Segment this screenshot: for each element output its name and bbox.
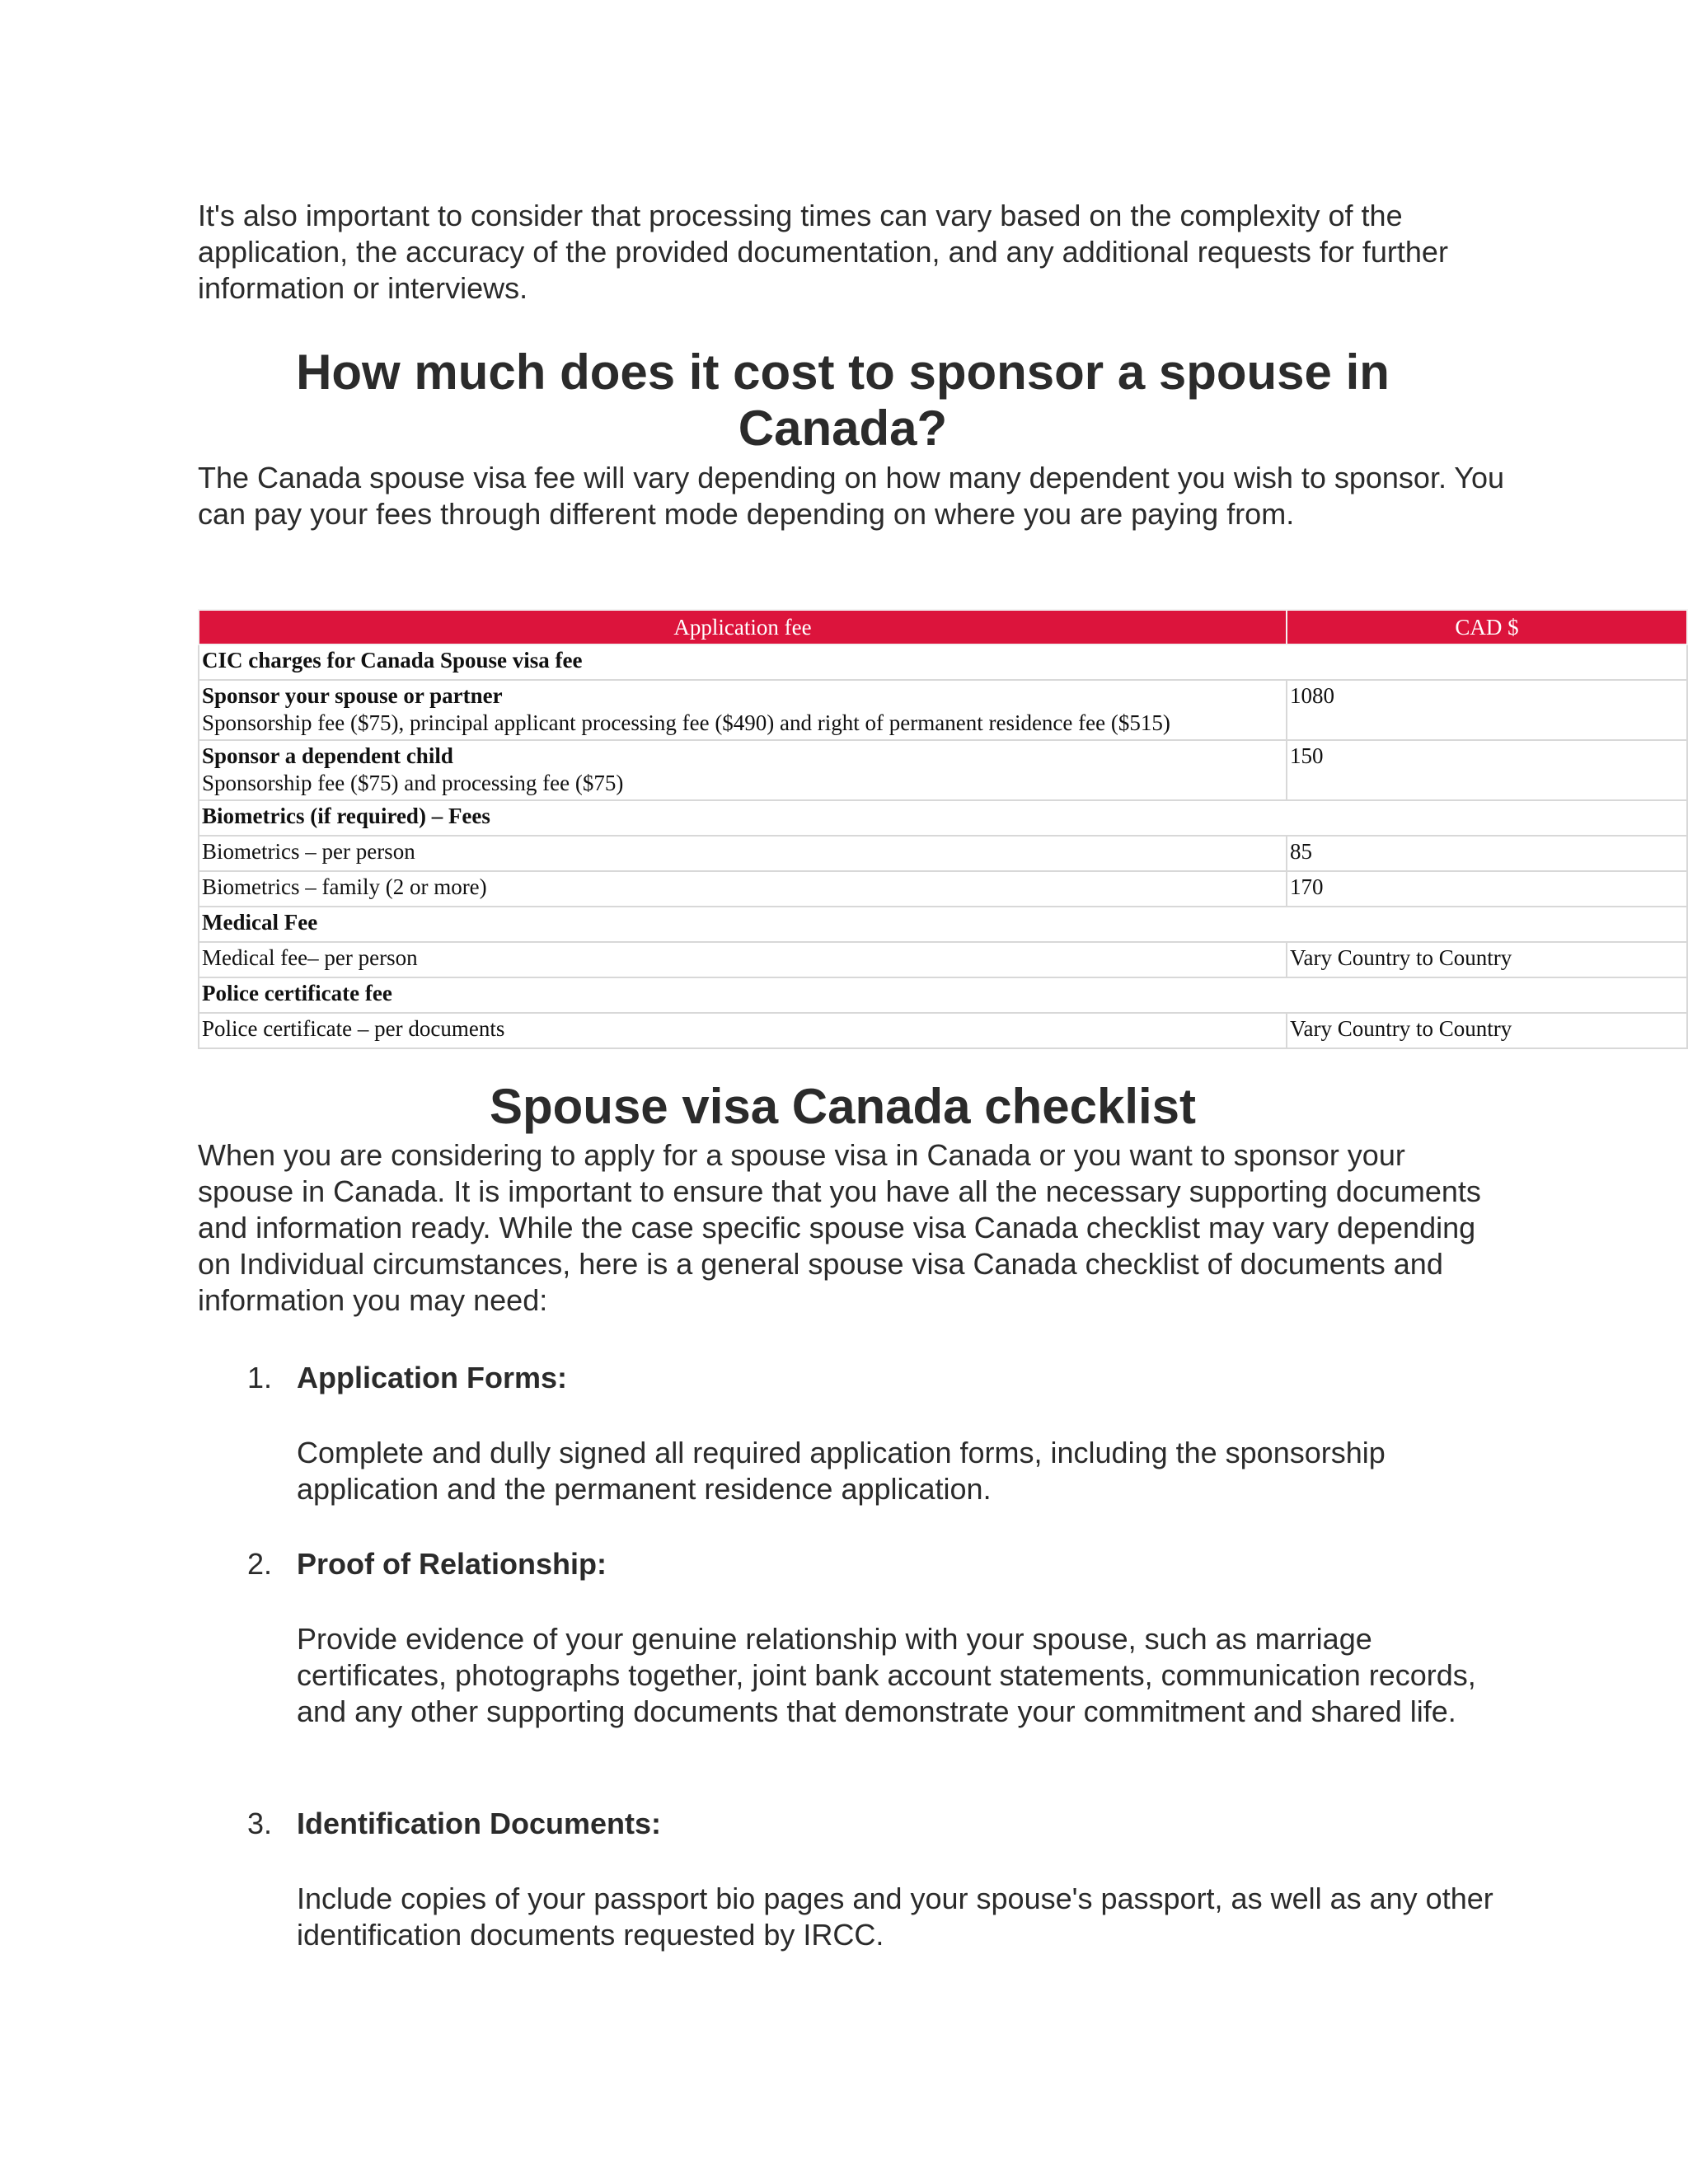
row-police-amount: Vary Country to Country xyxy=(1287,1013,1687,1048)
row-bio-person-amount: 85 xyxy=(1287,836,1687,871)
table-section-row xyxy=(199,907,1687,942)
row-spouse-amount: 1080 xyxy=(1287,680,1687,740)
list-item-title: Proof of Relationship: xyxy=(297,1547,607,1581)
section-cic-label: CIC charges for Canada Spouse visa fee xyxy=(202,648,583,673)
list-item-body: Include copies of your passport bio pages and your spouse's passport, as well as any other identification documents requested by IRCC. xyxy=(297,1882,1493,1952)
row-child-detail: Sponsorship fee ($75) and processing fee ($75) xyxy=(202,771,624,795)
table-section-row xyxy=(199,800,1687,836)
row-bio-person-label: Biometrics – per person xyxy=(199,836,1287,871)
row-child-amount: 150 xyxy=(1287,740,1687,800)
row-medical-label: Medical fee– per person xyxy=(199,942,1287,977)
cost-paragraph: The Canada spouse visa fee will vary depending on how many dependent you wish to sponsor. You can pay your fees through different mode depending on where you are paying from. xyxy=(198,461,1505,531)
table-row xyxy=(199,680,1687,740)
table-row xyxy=(199,740,1687,800)
row-spouse-title: Sponsor your spouse or partner xyxy=(202,683,503,708)
table-row xyxy=(199,1013,1687,1048)
header-cad: CAD $ xyxy=(1287,610,1687,644)
list-item-body: Complete and dully signed all required application forms, including the sponsorship application and the permanent residence application. xyxy=(297,1436,1386,1506)
list-item-title: Application Forms: xyxy=(297,1361,568,1394)
table-section-row xyxy=(199,977,1687,1013)
fee-table xyxy=(198,609,1688,1049)
list-item-number: 2. xyxy=(247,1547,273,1581)
list-item-number: 3. xyxy=(247,1807,273,1840)
section-police-label: Police certificate fee xyxy=(202,981,392,1005)
cost-heading: How much does it cost to sponsor a spouse in Canada? xyxy=(296,344,1390,456)
table-row xyxy=(199,942,1687,977)
list-item-number: 1. xyxy=(247,1361,273,1394)
checklist-heading: Spouse visa Canada checklist xyxy=(489,1079,1197,1134)
checklist-paragraph: When you are considering to apply for a spouse visa in Canada or you want to sponsor your spouse in Canada. It is important to ensure that you have all the necessary supporting documents and information ready. While the case specific spouse visa Canada checklist may vary depending on Individual circumstances, here is a general spouse visa Canada checklist of documents and information you may need: xyxy=(198,1138,1481,1317)
fee-table-header-row xyxy=(199,610,1687,644)
row-bio-family-label: Biometrics – family (2 or more) xyxy=(199,871,1287,907)
row-spouse-detail: Sponsorship fee ($75), principal applicant processing fee ($490) and right of permanent residence fee ($515) xyxy=(202,710,1170,735)
list-item-body: Provide evidence of your genuine relationship with your spouse, such as marriage certificates, photographs together, joint bank account statements, communication records, and any other supporting documents that demonstrate your commitment and shared life. xyxy=(297,1622,1476,1728)
table-row xyxy=(199,836,1687,871)
row-police-label: Police certificate – per documents xyxy=(199,1013,1287,1048)
header-application-fee: Application fee xyxy=(199,610,1287,644)
row-bio-family-amount: 170 xyxy=(1287,871,1687,907)
list-item-title: Identification Documents: xyxy=(297,1807,662,1840)
table-section-row xyxy=(199,644,1687,680)
section-medical-label: Medical Fee xyxy=(202,910,318,935)
table-row xyxy=(199,871,1687,907)
row-medical-amount: Vary Country to Country xyxy=(1287,942,1687,977)
row-child-title: Sponsor a dependent child xyxy=(202,743,453,768)
intro-paragraph: It's also important to consider that processing times can vary based on the complexity of the application, the accuracy of the provided documentation, and any additional requests for further information or interviews. xyxy=(198,199,1448,305)
section-biometrics-label: Biometrics (if required) – Fees xyxy=(202,804,490,828)
